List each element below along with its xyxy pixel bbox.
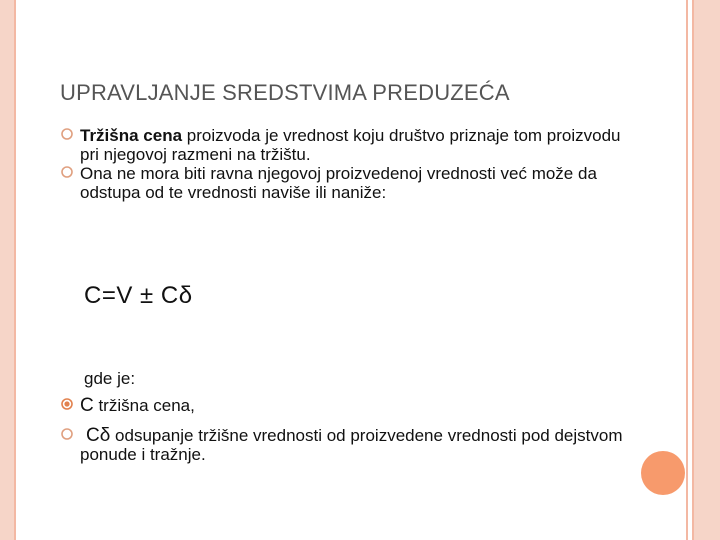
definition-text: odsupanje tržišne vrednosti od proizvedene vrednosti pod dejstvom ponude i tražnje. bbox=[80, 426, 623, 464]
circle-outline-icon bbox=[60, 127, 74, 141]
bullet-list bbox=[60, 126, 630, 202]
formula: C=V ± Cδ bbox=[84, 282, 193, 309]
bullet-item bbox=[60, 164, 630, 202]
definition-item bbox=[60, 426, 630, 464]
definition-item bbox=[60, 396, 630, 415]
slide-title: UPRAVLJANJE SREDSTVIMA PREDUZEĆA bbox=[60, 80, 510, 105]
circle-outline-icon bbox=[60, 165, 74, 179]
circle-outline-icon bbox=[60, 427, 74, 441]
bullet-bold-term: Tržišna cena bbox=[80, 126, 183, 145]
bullet-item bbox=[60, 126, 630, 164]
definition-intro: gde je: bbox=[84, 369, 136, 388]
bullet-text: Ona ne mora biti ravna njegovoj proizvedenoj vrednosti već može da odstupa od te vrednosti naviše ili naniže: bbox=[80, 164, 597, 202]
slide-canvas bbox=[14, 0, 694, 540]
definition-symbol: C bbox=[80, 395, 94, 416]
circle-filled-icon bbox=[60, 397, 74, 411]
right-accent-rule bbox=[686, 0, 688, 540]
bullet-text: proizvoda je vrednost koju društvo priznaje tom proizvodu pri njegovoj razmeni na tržištu. bbox=[80, 126, 621, 164]
definition-symbol: Cδ bbox=[86, 425, 111, 446]
definition-text: tržišna cena, bbox=[93, 396, 195, 415]
definition-list bbox=[60, 396, 630, 464]
decorative-circle bbox=[641, 451, 685, 495]
